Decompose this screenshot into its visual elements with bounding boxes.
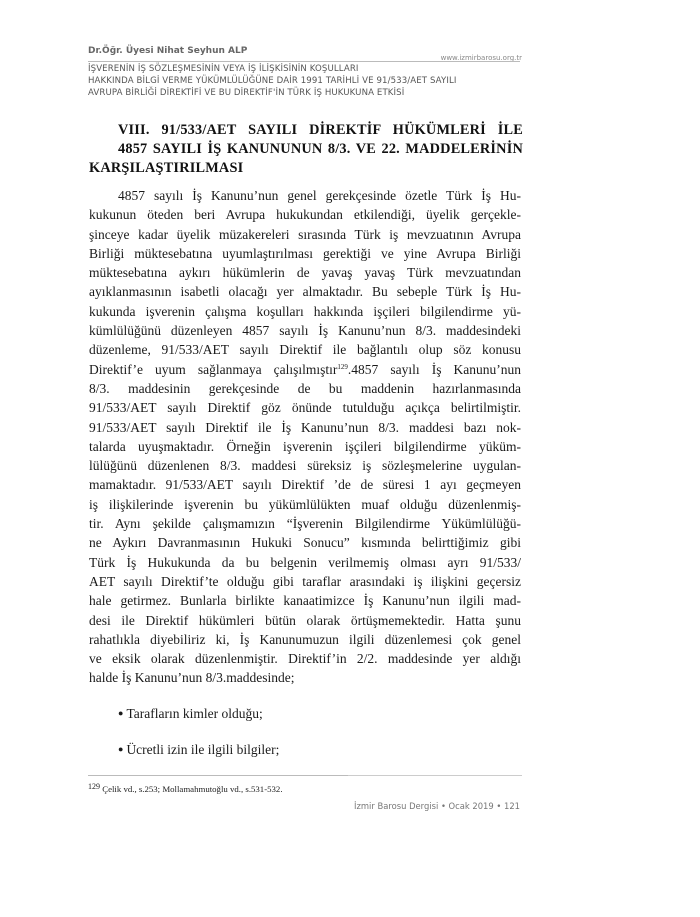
body-line: talarda uyuşmaktadır. Örneğin işverenin işçileri bilgilendirme yüküm- (89, 438, 521, 454)
header-title-line: HAKKINDA BİLGİ VERME YÜKÜMLÜLÜĞÜNE DAİR 1991 TARİHLİ VE 91/533/AET SAYILI (88, 76, 457, 86)
body-line: ve eksik olarak düzenlenmiştir. Direktif’in 2/2. maddesinde yer aldığı (89, 651, 521, 667)
body-line: halde İş Kanunu’nun 8/3.maddesinde; (89, 670, 295, 686)
header-rule (88, 61, 520, 62)
body-line: düzenleme, 91/533/AET sayılı Direktif ile bağlantılı olup söz konusu (89, 342, 521, 358)
section-heading-line: VIII. 91/533/AET SAYILI DİREKTİF HÜKÜMLERİ İLE (118, 122, 523, 138)
body-line: Türk İş Hukukunda da bu belgenin verilmemiş olması ayrı 91/533/ (89, 554, 521, 570)
body-line-text: .4857 sayılı İş Kanunu’nun (347, 361, 522, 377)
body-line: 91/533/AET sayılı Direktif göz önünde tutulduğu açıkça belirtilmiştir. (89, 400, 521, 416)
journal-name: İzmir Barosu Dergisi • Ocak 2019 • (354, 801, 502, 811)
body-line: desi ile Direktif hükümleri bütün olarak örtüşmemektedir. Hatta şunu (89, 612, 521, 628)
bullet-text: Tarafların kimler olduğu; (126, 706, 263, 721)
running-header-url: www.izmirbarosu.org.tr (440, 54, 522, 62)
body-line: müktesebatına aykırı hükümlerin de yavaş yavaş Türk mevzuatından (89, 265, 521, 281)
footer-rule (348, 775, 522, 776)
body-line: Birliği müktesebatına uyumlaştırılması gerektiği ve yine Avrupa Birliği (89, 245, 521, 261)
body-line: iş ilişkilerinde işverenin bu yükümlülükten muaf olduğu düzenlenmiş- (89, 496, 521, 512)
body-line: rahatlıkla diyebiliriz ki, İş Kanunumuzun ilgili düzenlemesi çok genel (89, 631, 521, 647)
body-line (89, 360, 521, 379)
body-line-text: Direktif’e uyum sağlanmaya çalışılmıştır (89, 361, 338, 377)
body-line: şinceye kadar üyelik müzakereleri sırasında Türk iş mevzuatının Avrupa (89, 226, 521, 242)
running-header-title (88, 63, 528, 99)
bullet-text: Ücretli izin ile ilgili bilgiler; (126, 742, 280, 757)
body-line: lülüğünü düzenlenen 8/3. maddesi süreksiz iş sözleşmelerine uygulan- (89, 458, 521, 474)
footnote (88, 784, 283, 794)
body-paragraph (89, 186, 521, 688)
body-line: tir. Aynı şekilde çalışmamızın “İşverenin Bilgilendirme Yükümlülüğü- (89, 516, 521, 532)
body-line: ayıklanmasının isabetli olacağı yer almaktadır. Bu sebeple Türk İş Hu- (89, 284, 521, 300)
body-line: 91/533/AET sayılı Direktif ile İş Kanunu’nun 8/3. maddesi bazı nok- (89, 419, 521, 435)
section-heading-line: 4857 SAYILI İŞ KANUNUNUN 8/3. VE 22. MADDELERİNİN (118, 141, 523, 157)
section-heading (89, 121, 523, 178)
footnote-text: Çelik vd., s.253; Mollamahmutoğlu vd., s.531-532. (102, 784, 283, 794)
page-number: 121 (504, 801, 520, 811)
body-line: 4857 sayılı İş Kanunu’nun genel gerekçesinde özetle Türk İş Hu- (118, 188, 521, 203)
header-title-line: AVRUPA BİRLİĞİ DİREKTİFİ VE BU DİREKTİF'İN TÜRK İŞ HUKUKUNA ETKİSİ (88, 88, 405, 98)
footnote-reference[interactable]: 129 (337, 362, 348, 371)
footnote-number: 129 (88, 782, 100, 791)
bullet-dot-icon: ● (118, 744, 124, 754)
body-line: kukunun öteden beri Avrupa hukukundan etkilendiği, üyelik gerçekle- (89, 207, 521, 223)
page-footer (354, 801, 520, 811)
header-title-line: İŞVERENİN İŞ SÖZLEŞMESİNİN VEYA İŞ İLİŞKİSİNİN KOŞULLARI (88, 64, 359, 74)
body-line: ne Aykırı Davranmasının Hukuki Sonucu” kısmında belirttiğimiz gibi (89, 535, 521, 551)
section-heading-line: KARŞILAŞTIRILMASI (89, 160, 244, 176)
running-header-author: Dr.Öğr. Üyesi Nihat Seyhun ALP (88, 46, 248, 56)
body-line: mamaktadır. 91/533/AET sayılı Direktif ’de de süresi 1 ayı geçmeyen (89, 477, 521, 493)
bullet-item (118, 706, 263, 722)
body-line: kukunda işverenin çalışma koşulları hakkında işçileri bilgilendirme yü- (89, 303, 521, 319)
footnote-rule (88, 775, 348, 776)
bullet-dot-icon: ● (118, 708, 124, 718)
body-line: kümlülüğünü düzenleyen 4857 sayılı İş Kanunu’nun 8/3. maddesindeki (89, 323, 521, 339)
body-line: 8/3. maddesinin gerekçesinde de bu maddenin hazırlanmasında (89, 380, 521, 396)
body-line: AET sayılı Direktif’te olduğu gibi taraflar arasındaki iş ilişkini geçersiz (89, 573, 521, 589)
bullet-item (118, 742, 279, 758)
body-line: hale getirmez. Bunlarla birlikte kanaatimizce İş Kanunu’nun ilgili mad- (89, 593, 521, 609)
